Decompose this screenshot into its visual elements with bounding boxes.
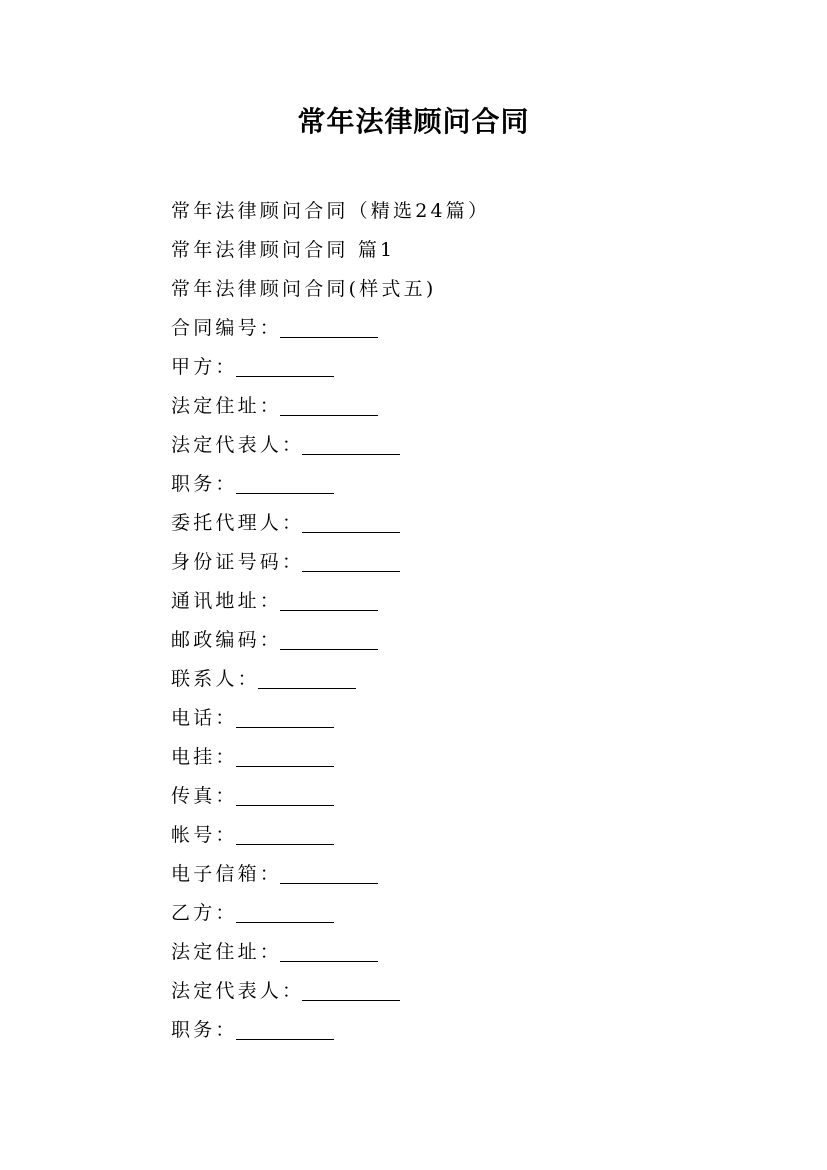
id-number-field: [171, 544, 771, 583]
field-label: 帐号：: [171, 824, 238, 846]
field-label: 合同编号：: [171, 317, 283, 339]
fill-in-blank[interactable]: [280, 622, 378, 650]
party-b-field: [171, 895, 771, 934]
postal-code-field: [171, 622, 771, 661]
field-label: 电子信箱：: [171, 863, 283, 885]
fill-in-blank[interactable]: [280, 934, 378, 962]
field-label: 职务：: [171, 473, 238, 495]
legal-address-field: [171, 934, 771, 973]
fill-in-blank[interactable]: [258, 661, 356, 689]
phone-field: [171, 700, 771, 739]
field-label: 法定住址：: [171, 395, 283, 417]
fill-in-blank[interactable]: [302, 973, 400, 1001]
field-label: 乙方：: [171, 902, 238, 924]
fill-in-blank[interactable]: [280, 583, 378, 611]
field-label: 电挂：: [171, 746, 238, 768]
style-line: [171, 271, 771, 310]
authorized-agent-field: [171, 505, 771, 544]
field-label: 电话：: [171, 707, 238, 729]
field-label: 身份证号码：: [171, 551, 305, 573]
fill-in-blank[interactable]: [236, 1012, 334, 1040]
fax-field: [171, 778, 771, 817]
fill-in-blank[interactable]: [280, 310, 378, 338]
legal-address-field: [171, 388, 771, 427]
fill-in-blank[interactable]: [236, 739, 334, 767]
field-label: 职务：: [171, 1019, 238, 1041]
field-label: 邮政编码：: [171, 629, 283, 651]
account-field: [171, 817, 771, 856]
fill-in-blank[interactable]: [236, 349, 334, 377]
position-field: [171, 466, 771, 505]
fill-in-blank[interactable]: [236, 817, 334, 845]
field-label: 通讯地址：: [171, 590, 283, 612]
field-label: 法定住址：: [171, 941, 283, 963]
party-a-field: [171, 349, 771, 388]
mailing-address-field: [171, 583, 771, 622]
legal-representative-field: [171, 973, 771, 1012]
document-title: 常年法律顾问合同: [297, 105, 530, 138]
email-field: [171, 856, 771, 895]
field-label: 联系人：: [171, 668, 260, 690]
telegraph-field: [171, 739, 771, 778]
legal-representative-field: [171, 427, 771, 466]
field-label: 甲方：: [171, 356, 238, 378]
field-label: 法定代表人：: [171, 980, 305, 1002]
fill-in-blank[interactable]: [302, 505, 400, 533]
field-label: 法定代表人：: [171, 434, 305, 456]
position-field: [171, 1012, 771, 1051]
fill-in-blank[interactable]: [236, 700, 334, 728]
fill-in-blank[interactable]: [236, 895, 334, 923]
fill-in-blank[interactable]: [302, 544, 400, 572]
chapter-line: [171, 232, 771, 271]
field-label: 委托代理人：: [171, 512, 305, 534]
fill-in-blank[interactable]: [236, 778, 334, 806]
field-label: 传真：: [171, 785, 238, 807]
contact-person-field: [171, 661, 771, 700]
fill-in-blank[interactable]: [280, 388, 378, 416]
line-text: 常年法律顾问合同 篇1: [171, 239, 396, 261]
fill-in-blank[interactable]: [302, 427, 400, 455]
document-body: [171, 193, 771, 1051]
fill-in-blank[interactable]: [280, 856, 378, 884]
heading-line: [171, 193, 771, 232]
line-text: 常年法律顾问合同(样式五): [171, 278, 437, 300]
contract-number-field: [171, 310, 771, 349]
fill-in-blank[interactable]: [236, 466, 334, 494]
line-text: 常年法律顾问合同（精选24篇）: [171, 200, 491, 222]
